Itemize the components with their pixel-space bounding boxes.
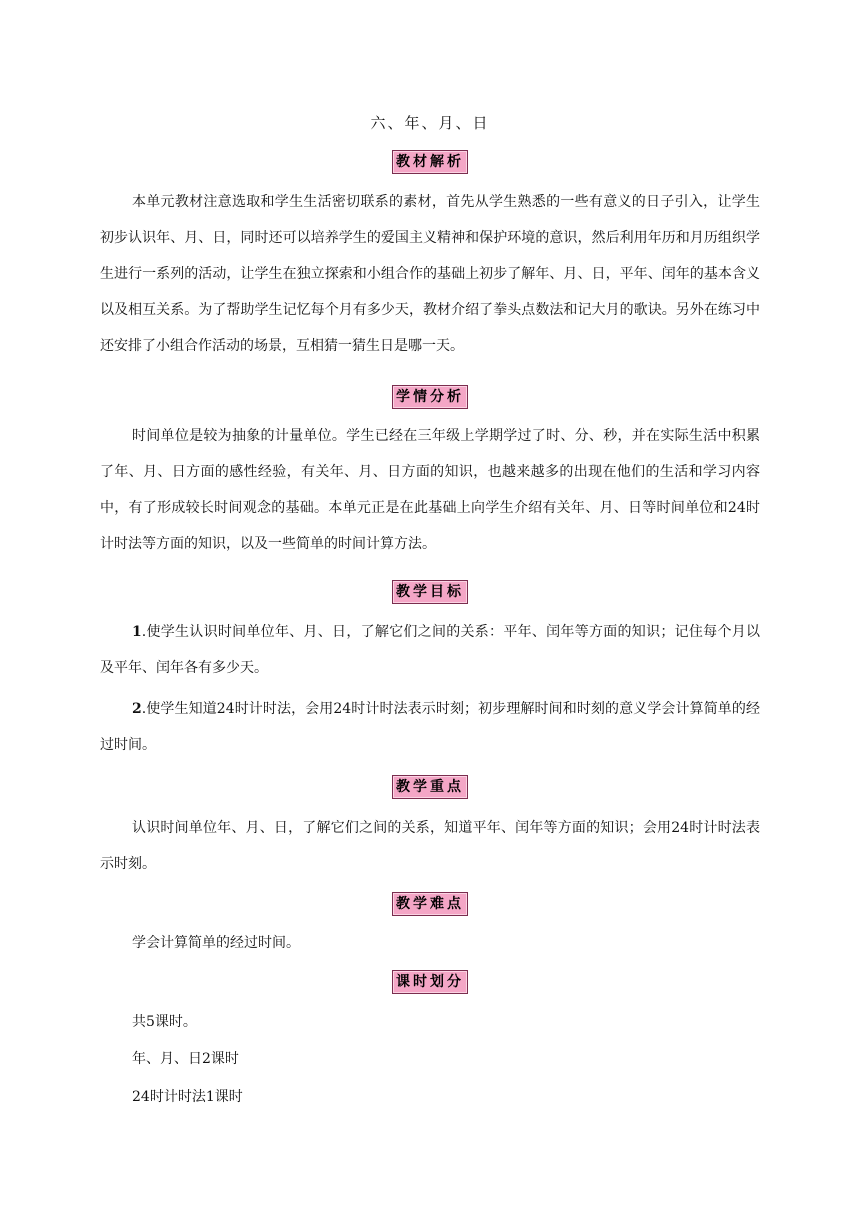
heading-label: 课时划分 (392, 970, 468, 994)
section-paragraph-difficulties: 学会计算简单的经过时间。 (132, 935, 300, 951)
section-heading-teaching-goals (0, 580, 860, 604)
section-heading-difficulties (0, 892, 860, 916)
section-heading-lesson-division (0, 970, 860, 994)
section-paragraph-key-points: 认识时间单位年、月、日，了解它们之间的关系，知道平年、闰年等方面的知识；会用24时计时法表示时刻。 (100, 820, 760, 872)
section-heading-student-analysis (0, 385, 860, 409)
heading-label: 教材解析 (392, 150, 468, 174)
heading-label: 教学重点 (392, 775, 468, 799)
section-heading-textbook-analysis (0, 150, 860, 174)
section-paragraph-student-analysis: 时间单位是较为抽象的计量单位。学生已经在三年级上学期学过了时、分、秒，并在实际生活中积累了年、月、日方面的感性经验，有关年、月、日方面的知识，也越来越多的出现在他们的生活和学习内容中，有了形成较长时间观念的基础。本单元正是在此基础上向学生介绍有关年、月、日等时间单位和24时计时法等方面的知识，以及一些简单的时间计算方法。 (100, 428, 760, 552)
lesson-line-ymd: 年、月、日2课时 (132, 1051, 239, 1067)
section-heading-key-points (0, 775, 860, 799)
goal-item-number: 1 (132, 624, 142, 640)
goal-item-number: 2 (132, 701, 142, 717)
goal-item-text: .使学生认识时间单位年、月、日，了解它们之间的关系：平年、闰年等方面的知识；记住每个月以及平年、闰年各有多少天。 (100, 624, 760, 676)
heading-label: 教学目标 (392, 580, 468, 604)
page-title: 六、年、月、日 (370, 114, 490, 132)
heading-label: 学情分析 (392, 385, 468, 409)
section-paragraph-textbook-analysis: 本单元教材注意选取和学生生活密切联系的素材，首先从学生熟悉的一些有意义的日子引入，让学生初步认识年、月、日，同时还可以培养学生的爱国主义精神和保护环境的意识，然后利用年历和月历组织学生进行一系列的活动，让学生在独立探索和小组合作的基础上初步了解年、月、日，平年、闰年的基本含义以及相互关系。为了帮助学生记忆每个月有多少天，教材介绍了拳头点数法和记大月的歌诀。另外在练习中还安排了小组合作活动的场景，互相猜一猜生日是哪一天。 (100, 194, 760, 354)
goal-item-2 (100, 691, 760, 763)
lesson-line-24h: 24时计时法1课时 (132, 1089, 243, 1105)
goal-item-text: .使学生知道24时计时法，会用24时计时法表示时刻；初步理解时间和时刻的意义学会计算简单的经过时间。 (100, 701, 760, 753)
heading-label: 教学难点 (392, 892, 468, 916)
lesson-line-total: 共5课时。 (132, 1014, 197, 1030)
goal-item-1 (100, 614, 760, 686)
